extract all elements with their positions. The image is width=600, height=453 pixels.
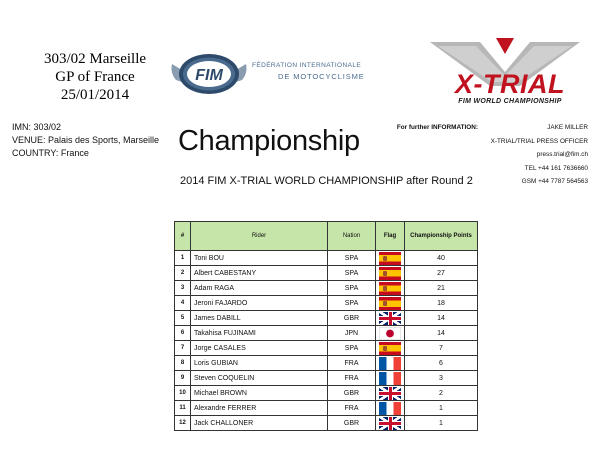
row-rider: Michael BROWN [191, 386, 328, 401]
row-nation: FRA [328, 371, 376, 386]
press-gsm: GSM +44 7787 564563 [521, 178, 588, 185]
table-row [175, 326, 478, 341]
row-position: 2 [175, 266, 191, 281]
row-flag [376, 341, 405, 356]
press-role: X-TRIAL/TRIAL PRESS OFFICER [490, 137, 588, 145]
spain-flag-icon [379, 342, 401, 355]
row-flag [376, 266, 405, 281]
table-row [175, 251, 478, 266]
uk-flag-icon [379, 417, 401, 430]
row-points: 7 [405, 341, 478, 356]
row-nation: SPA [328, 296, 376, 311]
row-position: 5 [175, 311, 191, 326]
row-nation: GBR [328, 416, 376, 431]
page-subtitle: 2014 FIM X-TRIAL WORLD CHAMPIONSHIP after Round 2 [180, 175, 473, 187]
press-label: For further INFORMATION: [396, 124, 478, 131]
row-flag [376, 326, 405, 341]
fim-name-line1: FÉDÉRATION INTERNATIONALE [252, 62, 362, 69]
row-nation: FRA [328, 356, 376, 371]
row-nation: SPA [328, 251, 376, 266]
press-contact [396, 121, 588, 189]
press-name: JAKE MILLER [547, 124, 588, 131]
row-rider: James DABILL [191, 311, 328, 326]
row-position: 11 [175, 401, 191, 416]
table-row [175, 416, 478, 431]
press-tel: TEL +44 161 7636660 [524, 164, 588, 172]
xtrial-title: X-TRIAL [455, 69, 565, 99]
france-flag-icon [379, 402, 401, 415]
row-nation: GBR [328, 311, 376, 326]
row-points: 1 [405, 401, 478, 416]
table-row [175, 281, 478, 296]
table-row [175, 356, 478, 371]
row-nation: GBR [328, 386, 376, 401]
standings-table [174, 221, 478, 431]
imn-line: IMN: 303/02 [12, 122, 62, 132]
row-rider: Takahisa FUJINAMI [191, 326, 328, 341]
row-flag [376, 386, 405, 401]
row-points: 18 [405, 296, 478, 311]
uk-flag-icon [379, 312, 401, 325]
row-flag [376, 371, 405, 386]
row-flag [376, 296, 405, 311]
row-points: 21 [405, 281, 478, 296]
event-date: 25/01/2014 [60, 87, 130, 103]
row-points: 2 [405, 386, 478, 401]
row-flag [376, 401, 405, 416]
row-nation: JPN [328, 326, 376, 341]
row-nation: SPA [328, 266, 376, 281]
france-flag-icon [379, 357, 401, 370]
row-position: 4 [175, 296, 191, 311]
row-rider: Jeroni FAJARDO [191, 296, 328, 311]
row-points: 27 [405, 266, 478, 281]
row-flag [376, 251, 405, 266]
table-row [175, 401, 478, 416]
table-row [175, 341, 478, 356]
press-email[interactable]: press.trial@fim.ch [536, 151, 588, 158]
row-rider: Adam RAGA [191, 281, 328, 296]
header-points: Championship Points [405, 222, 478, 251]
fim-badge-text: FIM [195, 67, 223, 84]
standings-body [175, 251, 478, 431]
event-code-location: 303/02 Marseille [43, 51, 147, 67]
row-points: 6 [405, 356, 478, 371]
spain-flag-icon [379, 282, 401, 295]
row-points: 3 [405, 371, 478, 386]
table-row [175, 311, 478, 326]
row-rider: Alexandre FERRER [191, 401, 328, 416]
fim-logo-icon [168, 50, 250, 96]
row-flag [376, 356, 405, 371]
event-meta [12, 121, 159, 160]
row-flag [376, 281, 405, 296]
row-position: 7 [175, 341, 191, 356]
row-position: 10 [175, 386, 191, 401]
row-nation: SPA [328, 341, 376, 356]
venue-line: VENUE: Palais des Sports, Marseille [12, 135, 160, 145]
table-header-row [175, 222, 478, 251]
row-position: 8 [175, 356, 191, 371]
table-row [175, 296, 478, 311]
table-row [175, 386, 478, 401]
header-rider: Rider [191, 222, 328, 251]
table-row [175, 371, 478, 386]
spain-flag-icon [379, 297, 401, 310]
row-points: 14 [405, 311, 478, 326]
row-points: 1 [405, 416, 478, 431]
xtrial-subtitle: FIM WORLD CHAMPIONSHIP [458, 98, 562, 105]
japan-flag-icon [379, 327, 401, 340]
row-rider: Jack CHALLONER [191, 416, 328, 431]
spain-flag-icon [379, 267, 401, 280]
spain-flag-icon [379, 252, 401, 265]
header-nation: Nation [328, 222, 376, 251]
france-flag-icon [379, 372, 401, 385]
row-flag [376, 311, 405, 326]
country-line: COUNTRY: France [12, 148, 89, 158]
header-pos: # [175, 222, 191, 251]
row-rider: Jorge CASALES [191, 341, 328, 356]
row-flag [376, 416, 405, 431]
event-gp-name: GP of France [55, 69, 135, 85]
row-position: 6 [175, 326, 191, 341]
row-rider: Albert CABESTANY [191, 266, 328, 281]
row-rider: Steven COQUELIN [191, 371, 328, 386]
row-points: 40 [405, 251, 478, 266]
fim-name [252, 60, 365, 82]
header-flag: Flag [376, 222, 405, 251]
fim-name-line2: DE MOTOCYCLISME [278, 72, 365, 81]
page-title: Championship [178, 125, 360, 157]
row-rider: Loris GUBIAN [191, 356, 328, 371]
uk-flag-icon [379, 387, 401, 400]
row-position: 12 [175, 416, 191, 431]
row-nation: FRA [328, 401, 376, 416]
row-rider: Toni BOU [191, 251, 328, 266]
row-position: 9 [175, 371, 191, 386]
row-nation: SPA [328, 281, 376, 296]
row-position: 3 [175, 281, 191, 296]
row-position: 1 [175, 251, 191, 266]
table-row [175, 266, 478, 281]
event-info [10, 50, 180, 104]
row-points: 14 [405, 326, 478, 341]
